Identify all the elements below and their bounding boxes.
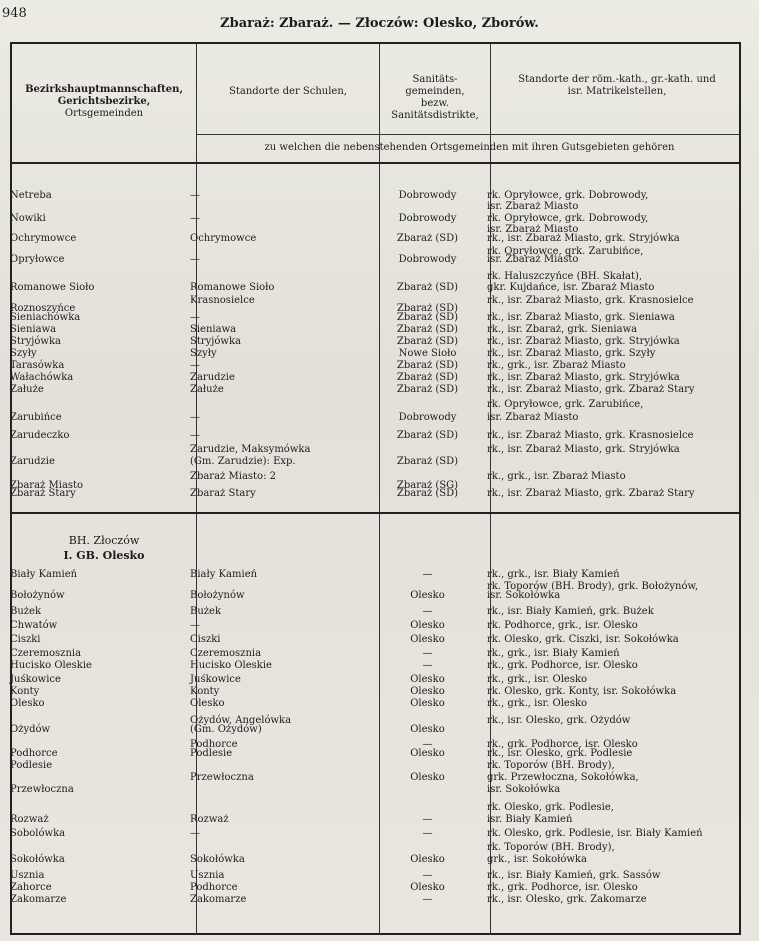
rows_b-c4-cell: rk., grk., isr. Biały Kamień [487, 569, 620, 580]
rows_b-c1-cell: Podlesie [10, 760, 53, 771]
rows_a-c3-cell: Zbaraż (SD) [396, 456, 459, 467]
rows_b-c1-cell: Sokołówka [10, 854, 65, 865]
rows_a-c3-cell: Zbaraż (SD) [396, 303, 459, 314]
rows_b-c1-cell: Bołożynów [10, 590, 65, 601]
rows_b-c3-cell: Olesko [410, 620, 445, 631]
rows_a-c4-cell: rk., isr. Zbaraż Miasto, grk. Stryjówka [487, 336, 680, 347]
rows_a-c4-cell: rk., isr. Zbaraż Miasto, grk. Krasnosielce [487, 430, 694, 441]
rows_b-c4-cell: rk. Olesko, grk. Ciszki, isr. Sokołówka [487, 634, 679, 645]
rows_a-c3-cell: Dobrowody [398, 190, 457, 201]
rows_b-c4-cell: rk. Podhorce, grk., isr. Olesko [487, 620, 638, 631]
col-header-registries: Standorte der röm.-kath., gr.-kath. und isr. Matrikelstellen, [518, 74, 716, 97]
rows_b-c1-cell: Sobolówka [10, 828, 66, 839]
rows_a-c1-cell: Sieniawa [10, 324, 57, 335]
subheader-text: zu welchen die nebenstehenden Ortsgemeinden mit ihren Gutsgebieten gehören [264, 142, 675, 153]
rows_a-c1-cell: Netreba [10, 190, 52, 201]
rows_a-c3-cell: Zbaraż (SD) [396, 336, 459, 347]
rows_a-c1-cell: Zbaraż Miasto [10, 480, 84, 491]
rows_a-c3-cell: Zbaraż (SD) [396, 430, 459, 441]
rows_a-c4-cell: rk., isr. Zbaraż Miasto, grk. Zbaraż Stary [487, 488, 695, 499]
rows_a-c4-cell: isr. Zbaraż Miasto [487, 254, 579, 265]
rows_b-c4-cell: grk., isr. Sokołówka [487, 854, 587, 865]
rows_b-c4-cell: rk., grk. Podhorce, isr. Olesko [487, 882, 638, 893]
rows_b-c2-cell: (Gm. Ożydów) [190, 724, 262, 735]
rows_b-c3-cell: Olesko [410, 748, 445, 759]
rows_b-c4-cell: rk., grk., isr. Olesko [487, 674, 588, 685]
rows_a-c4-cell: gkr. Kujdańce, isr. Zbaraż Miasto [487, 282, 655, 293]
rows_b-c3-cell: Olesko [410, 674, 445, 685]
col-header-districts: Bezirkshauptmannschaften, Gerichtsbezirke, Ortsgemeinden [25, 84, 183, 119]
rows_a-c1-cell: Romanowe Sioło [10, 282, 95, 293]
rows_b-c2-cell: Sokołówka [190, 854, 245, 865]
rows_a-c4-cell: rk., isr. Zbaraż Miasto, grk. Sieniawa [487, 312, 675, 323]
rows_b-c1-cell: Czeremosznia [10, 648, 82, 659]
rows_b-c2-cell: Bołożynów [190, 590, 245, 601]
rows_b-c1-cell: Zakomarze [10, 894, 67, 905]
rows_a-c4-cell: rk. Opryłowce, grk. Dobrowody, [487, 190, 649, 201]
rows_a-c2-cell: Sieniawa [190, 324, 237, 335]
rows_a-c4-cell: rk., isr. Zbaraż, grk. Sieniawa [487, 324, 638, 335]
rows_b-c3-cell: Olesko [410, 772, 445, 783]
rows_b-c4-cell: rk., isr. Biały Kamień, grk. Bużek [487, 606, 654, 617]
rows_a-c4-cell: rk. Haluszczyńce (BH. Skałat), [487, 271, 643, 282]
rows_b-c2-cell: Konty [190, 686, 220, 697]
rows_b-c1-cell: Przewłoczna [10, 784, 74, 795]
rows_b-c4-cell: rk., grk., isr. Biały Kamień [487, 648, 620, 659]
section-subtitle: I. GB. Olesko [63, 549, 145, 562]
rows_a-c2-cell: Zarudzie [190, 372, 235, 383]
rows_b-c2-cell: Ciszki [190, 634, 221, 645]
rows_a-c1-cell: Załuże [10, 384, 44, 395]
rows_a-c1-cell: Nowiki [10, 213, 46, 224]
rows_a-c4-cell: rk., grk., isr. Zbaraż Miasto [487, 471, 626, 482]
rows_a-c2-cell: — [190, 430, 200, 441]
rows_a-c2-cell: — [190, 190, 200, 201]
rows_b-c2-cell: Olesko [190, 698, 225, 709]
rows_b-c4-cell: rk., grk. Podhorce, isr. Olesko [487, 660, 638, 671]
rows_a-c3-cell: Zbaraż (SD) [396, 282, 459, 293]
section-title: BH. Złoczów [68, 534, 140, 547]
rows_a-c1-cell: Opryłowce [10, 254, 65, 265]
rows_a-c1-cell: Roznoszyńce [10, 303, 76, 314]
rows_b-c2-cell: Podhorce [190, 739, 238, 750]
rows_b-c4-cell: rk. Olesko, grk. Podlesie, [487, 802, 614, 813]
rows_a-c4-cell: rk., isr. Zbaraż Miasto, grk. Stryjówka [487, 233, 680, 244]
rows_a-c3-cell: Zbaraż (SD) [396, 372, 459, 383]
rows_a-c2-cell: Zbaraż Stary [190, 488, 256, 499]
rows_b-c2-cell: Rozważ [190, 814, 229, 825]
rows_b-c3-cell: Olesko [410, 724, 445, 735]
rows_b-c2-cell: Ożydów, Angelówka [190, 715, 292, 726]
page-header: Zbaraż: Zbaraż. — Złoczów: Olesko, Zborów. [220, 16, 539, 31]
rows_b-c1-cell: Konty [10, 686, 40, 697]
rows_a-c1-cell: Stryjówka [10, 336, 62, 347]
rows_b-c4-cell: isr. Sokołówka [487, 784, 561, 795]
rows_a-c1-cell: Zarubińce [10, 412, 62, 423]
rows_a-c1-cell: Ochrymowce [10, 233, 77, 244]
rows_a-c3-cell: Zbaraż (SD) [396, 360, 459, 371]
rows_b-c4-cell: rk., isr. Olesko, grk. Zakomarze [487, 894, 647, 905]
rows_a-c4-cell: rk., grk., isr. Zbaraż Miasto [487, 360, 626, 371]
rows_b-c4-cell: rk., grk., isr. Olesko [487, 698, 588, 709]
rows_b-c3-cell: — [422, 569, 433, 580]
rows_b-c2-cell: — [190, 620, 200, 631]
rows_a-c4-cell: isr. Zbaraż Miasto [487, 412, 579, 423]
rows_a-c2-cell: — [190, 412, 200, 423]
rows_a-c4-cell: rk., isr. Zbaraż Miasto, grk. Krasnosielce [487, 295, 694, 306]
rows_a-c2-cell: — [190, 254, 200, 265]
rows_a-c4-cell: isr. Zbaraż Miasto [487, 224, 579, 235]
rows_b-c4-cell: isr. Sokołówka [487, 590, 561, 601]
rows_b-c1-cell: Olesko [10, 698, 45, 709]
rows_b-c1-cell: Biały Kamień [10, 569, 78, 580]
rows_b-c1-cell: Bużek [10, 606, 42, 617]
rows_a-c4-cell: rk., isr. Zbaraż Miasto, grk. Szyły [487, 348, 656, 359]
rows_a-c2-cell: Krasnosielce [190, 295, 255, 306]
rows_b-c3-cell: — [422, 606, 433, 617]
rows_b-c3-cell: — [422, 828, 433, 839]
rows_a-c1-cell: Szyły [10, 348, 37, 359]
rows_a-c3-cell: Zbaraż (SD) [396, 233, 459, 244]
rows_b-c1-cell: Podhorce [10, 748, 58, 759]
rows_a-c1-cell: Zarudeczko [10, 430, 70, 441]
rows_b-c1-cell: Usznia [10, 870, 45, 881]
rows_a-c1-cell: Tarasówka [10, 360, 65, 371]
rows_b-c3-cell: — [422, 894, 433, 905]
rows_a-c1-cell: Sieniachówka [10, 312, 81, 323]
rows_b-c2-cell: Czeremosznia [190, 648, 262, 659]
page-number: 948 [2, 6, 27, 21]
rows_a-c4-cell: rk., isr. Zbaraż Miasto, grk. Stryjówka [487, 444, 680, 455]
rows_b-c2-cell: Przewłoczna [190, 772, 254, 783]
rows_b-c3-cell: Olesko [410, 634, 445, 645]
rows_b-c2-cell: Juśkowice [190, 674, 241, 685]
rows_a-c1-cell: Zarudzie [10, 456, 55, 467]
rows_a-c4-cell: rk. Opryłowce, grk. Dobrowody, [487, 213, 649, 224]
rows_b-c4-cell: rk., isr. Olesko, grk. Podlesie [487, 748, 633, 759]
rows_a-c3-cell: Dobrowody [398, 412, 457, 423]
rows_a-c3-cell: Zbaraż (SD) [396, 488, 459, 499]
rows_b-c3-cell: — [422, 648, 433, 659]
rows_b-c1-cell: Chwatów [10, 620, 58, 631]
rows_a-c2-cell: Romanowe Sioło [190, 282, 275, 293]
rows_b-c4-cell: rk. Toporów (BH. Brody), grk. Bołożynów, [487, 581, 699, 592]
rows_b-c2-cell: Bużek [190, 606, 222, 617]
rows_b-c1-cell: Rozważ [10, 814, 49, 825]
rows_b-c1-cell: Juśkowice [10, 674, 61, 685]
rows_a-c4-cell: rk., isr. Zbaraż Miasto, grk. Stryjówka [487, 372, 680, 383]
rows_a-c2-cell: — [190, 312, 200, 323]
rows_b-c2-cell: — [190, 828, 200, 839]
rows_a-c2-cell: — [190, 360, 200, 371]
rows_a-c1-cell: Wałachówka [10, 372, 74, 383]
rows_a-c2-cell: Ochrymowce [190, 233, 257, 244]
rows_b-c1-cell: Ciszki [10, 634, 41, 645]
rows_b-c4-cell: grk. Przewłoczna, Sokołówka, [487, 772, 639, 783]
rows_b-c4-cell: rk. Toporów (BH. Brody), [487, 760, 615, 771]
rows_b-c4-cell: rk., grk. Podhorce, isr. Olesko [487, 739, 638, 750]
rows_a-c4-cell: isr. Zbaraż Miasto [487, 201, 579, 212]
rows_a-c2-cell: Szyły [190, 348, 217, 359]
rows_a-c4-cell: rk., isr. Zbaraż Miasto, grk. Zbaraż Stary [487, 384, 695, 395]
rows_b-c3-cell: Olesko [410, 590, 445, 601]
rows_b-c3-cell: Olesko [410, 854, 445, 865]
rows_a-c3-cell: Dobrowody [398, 213, 457, 224]
rows_b-c2-cell: Zakomarze [190, 894, 247, 905]
rows_a-c2-cell: Zarudzie, Maksymówka [190, 444, 311, 455]
rows_b-c2-cell: Usznia [190, 870, 225, 881]
rows_b-c4-cell: rk. Olesko, grk. Podlesie, isr. Biały Kamień [487, 828, 703, 839]
rows_a-c3-cell: Dobrowody [398, 254, 457, 265]
rows_a-c4-cell: rk. Opryłowce, grk. Zarubińce, [487, 399, 644, 410]
rows_b-c2-cell: Hucisko Oleskie [190, 660, 272, 671]
rows_a-c3-cell: Nowe Sioło [398, 348, 457, 359]
rows_b-c4-cell: rk., isr. Olesko, grk. Ożydów [487, 715, 631, 726]
rows_b-c1-cell: Zahorce [10, 882, 52, 893]
rows_b-c2-cell: Podlesie [190, 748, 233, 759]
col-header-schools: Standorte der Schulen, [229, 86, 347, 97]
rows_a-c2-cell: Załuże [190, 384, 224, 395]
rows_a-c3-cell: Zbaraż (SG) [396, 480, 459, 491]
rows_b-c3-cell: Olesko [410, 686, 445, 697]
rows_b-c3-cell: — [422, 660, 433, 671]
rows_a-c2-cell: Stryjówka [190, 336, 242, 347]
rows_b-c3-cell: — [422, 814, 433, 825]
rows_b-c2-cell: Podhorce [190, 882, 238, 893]
rows_b-c4-cell: rk., isr. Biały Kamień, grk. Sassów [487, 870, 661, 881]
col-header-sanitary: Sanitäts- gemeinden, bezw. Sanitätsdistrikte, [391, 74, 479, 121]
rows_a-c2-cell: — [190, 213, 200, 224]
rows_a-c2-cell: (Gm. Zarudzie): Exp. [190, 456, 296, 467]
rows_b-c3-cell: — [422, 739, 433, 750]
section-divider-line [12, 512, 739, 514]
rows_a-c3-cell: Zbaraż (SD) [396, 384, 459, 395]
rows_b-c3-cell: Olesko [410, 882, 445, 893]
rows_b-c1-cell: Hucisko Oleskie [10, 660, 92, 671]
rows_b-c4-cell: rk. Olesko, grk. Konty, isr. Sokołówka [487, 686, 677, 697]
subheader-line [196, 134, 739, 135]
rows_a-c4-cell: rk. Opryłowce, grk. Zarubińce, [487, 246, 644, 257]
rows_b-c1-cell: Ożydów [10, 724, 51, 735]
rows_b-c3-cell: Olesko [410, 698, 445, 709]
rows_a-c3-cell: Zbaraż (SD) [396, 312, 459, 323]
rows_a-c1-cell: Zbaraż Stary [10, 488, 76, 499]
rows_a-c3-cell: Zbaraż (SD) [396, 324, 459, 335]
rows_b-c4-cell: isr. Biały Kamień [487, 814, 573, 825]
header-bottom-line [12, 162, 739, 164]
rows_b-c3-cell: — [422, 870, 433, 881]
rows_b-c4-cell: rk. Toporów (BH. Brody), [487, 842, 615, 853]
rows_b-c2-cell: Biały Kamień [190, 569, 258, 580]
rows_a-c2-cell: Zbaraż Miasto: 2 [190, 471, 276, 482]
